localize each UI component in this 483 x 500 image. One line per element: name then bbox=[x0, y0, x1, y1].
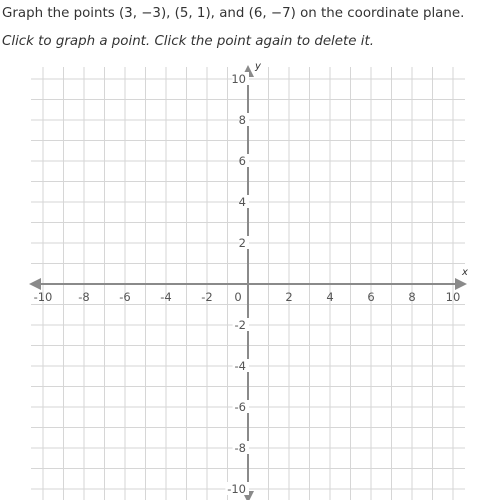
axis-names bbox=[254, 61, 468, 278]
x-tick-label: -2 bbox=[201, 290, 213, 304]
y-tick-label: 4 bbox=[238, 195, 246, 209]
y-tick-label: 6 bbox=[238, 154, 246, 168]
y-tick-label: -2 bbox=[234, 318, 246, 332]
axes bbox=[29, 65, 467, 500]
x-axis-label: x bbox=[462, 267, 468, 278]
question-text: Graph the points (3, −3), (5, 1), and (6, −7) on the coordinate plane. bbox=[2, 6, 465, 21]
x-tick-label: 6 bbox=[367, 290, 375, 304]
x-tick-label: 10 bbox=[445, 290, 461, 304]
x-tick-label: 2 bbox=[285, 290, 293, 304]
y-axis-label: y bbox=[255, 61, 261, 72]
y-tick-label: 8 bbox=[238, 113, 246, 127]
y-tick-label: -4 bbox=[234, 359, 246, 373]
x-tick-label: 0 bbox=[234, 290, 242, 304]
x-tick-labels bbox=[34, 290, 461, 304]
x-tick-label: -10 bbox=[33, 290, 53, 304]
x-tick-label: 4 bbox=[326, 290, 334, 304]
x-tick-label: -6 bbox=[119, 290, 131, 304]
y-tick-label: -8 bbox=[234, 441, 246, 455]
x-axis-arrow-right bbox=[455, 278, 467, 290]
x-tick-label: 8 bbox=[408, 290, 416, 304]
x-tick-label: -4 bbox=[160, 290, 172, 304]
x-tick-label: -8 bbox=[78, 290, 90, 304]
y-tick-label: 2 bbox=[238, 236, 246, 250]
y-tick-label: -6 bbox=[234, 400, 246, 414]
x-axis-arrow-left bbox=[29, 278, 41, 290]
instruction-text: Click to graph a point. Click the point again to delete it. bbox=[2, 34, 374, 49]
y-tick-label: -10 bbox=[227, 482, 246, 496]
y-tick-label: 10 bbox=[231, 72, 246, 86]
